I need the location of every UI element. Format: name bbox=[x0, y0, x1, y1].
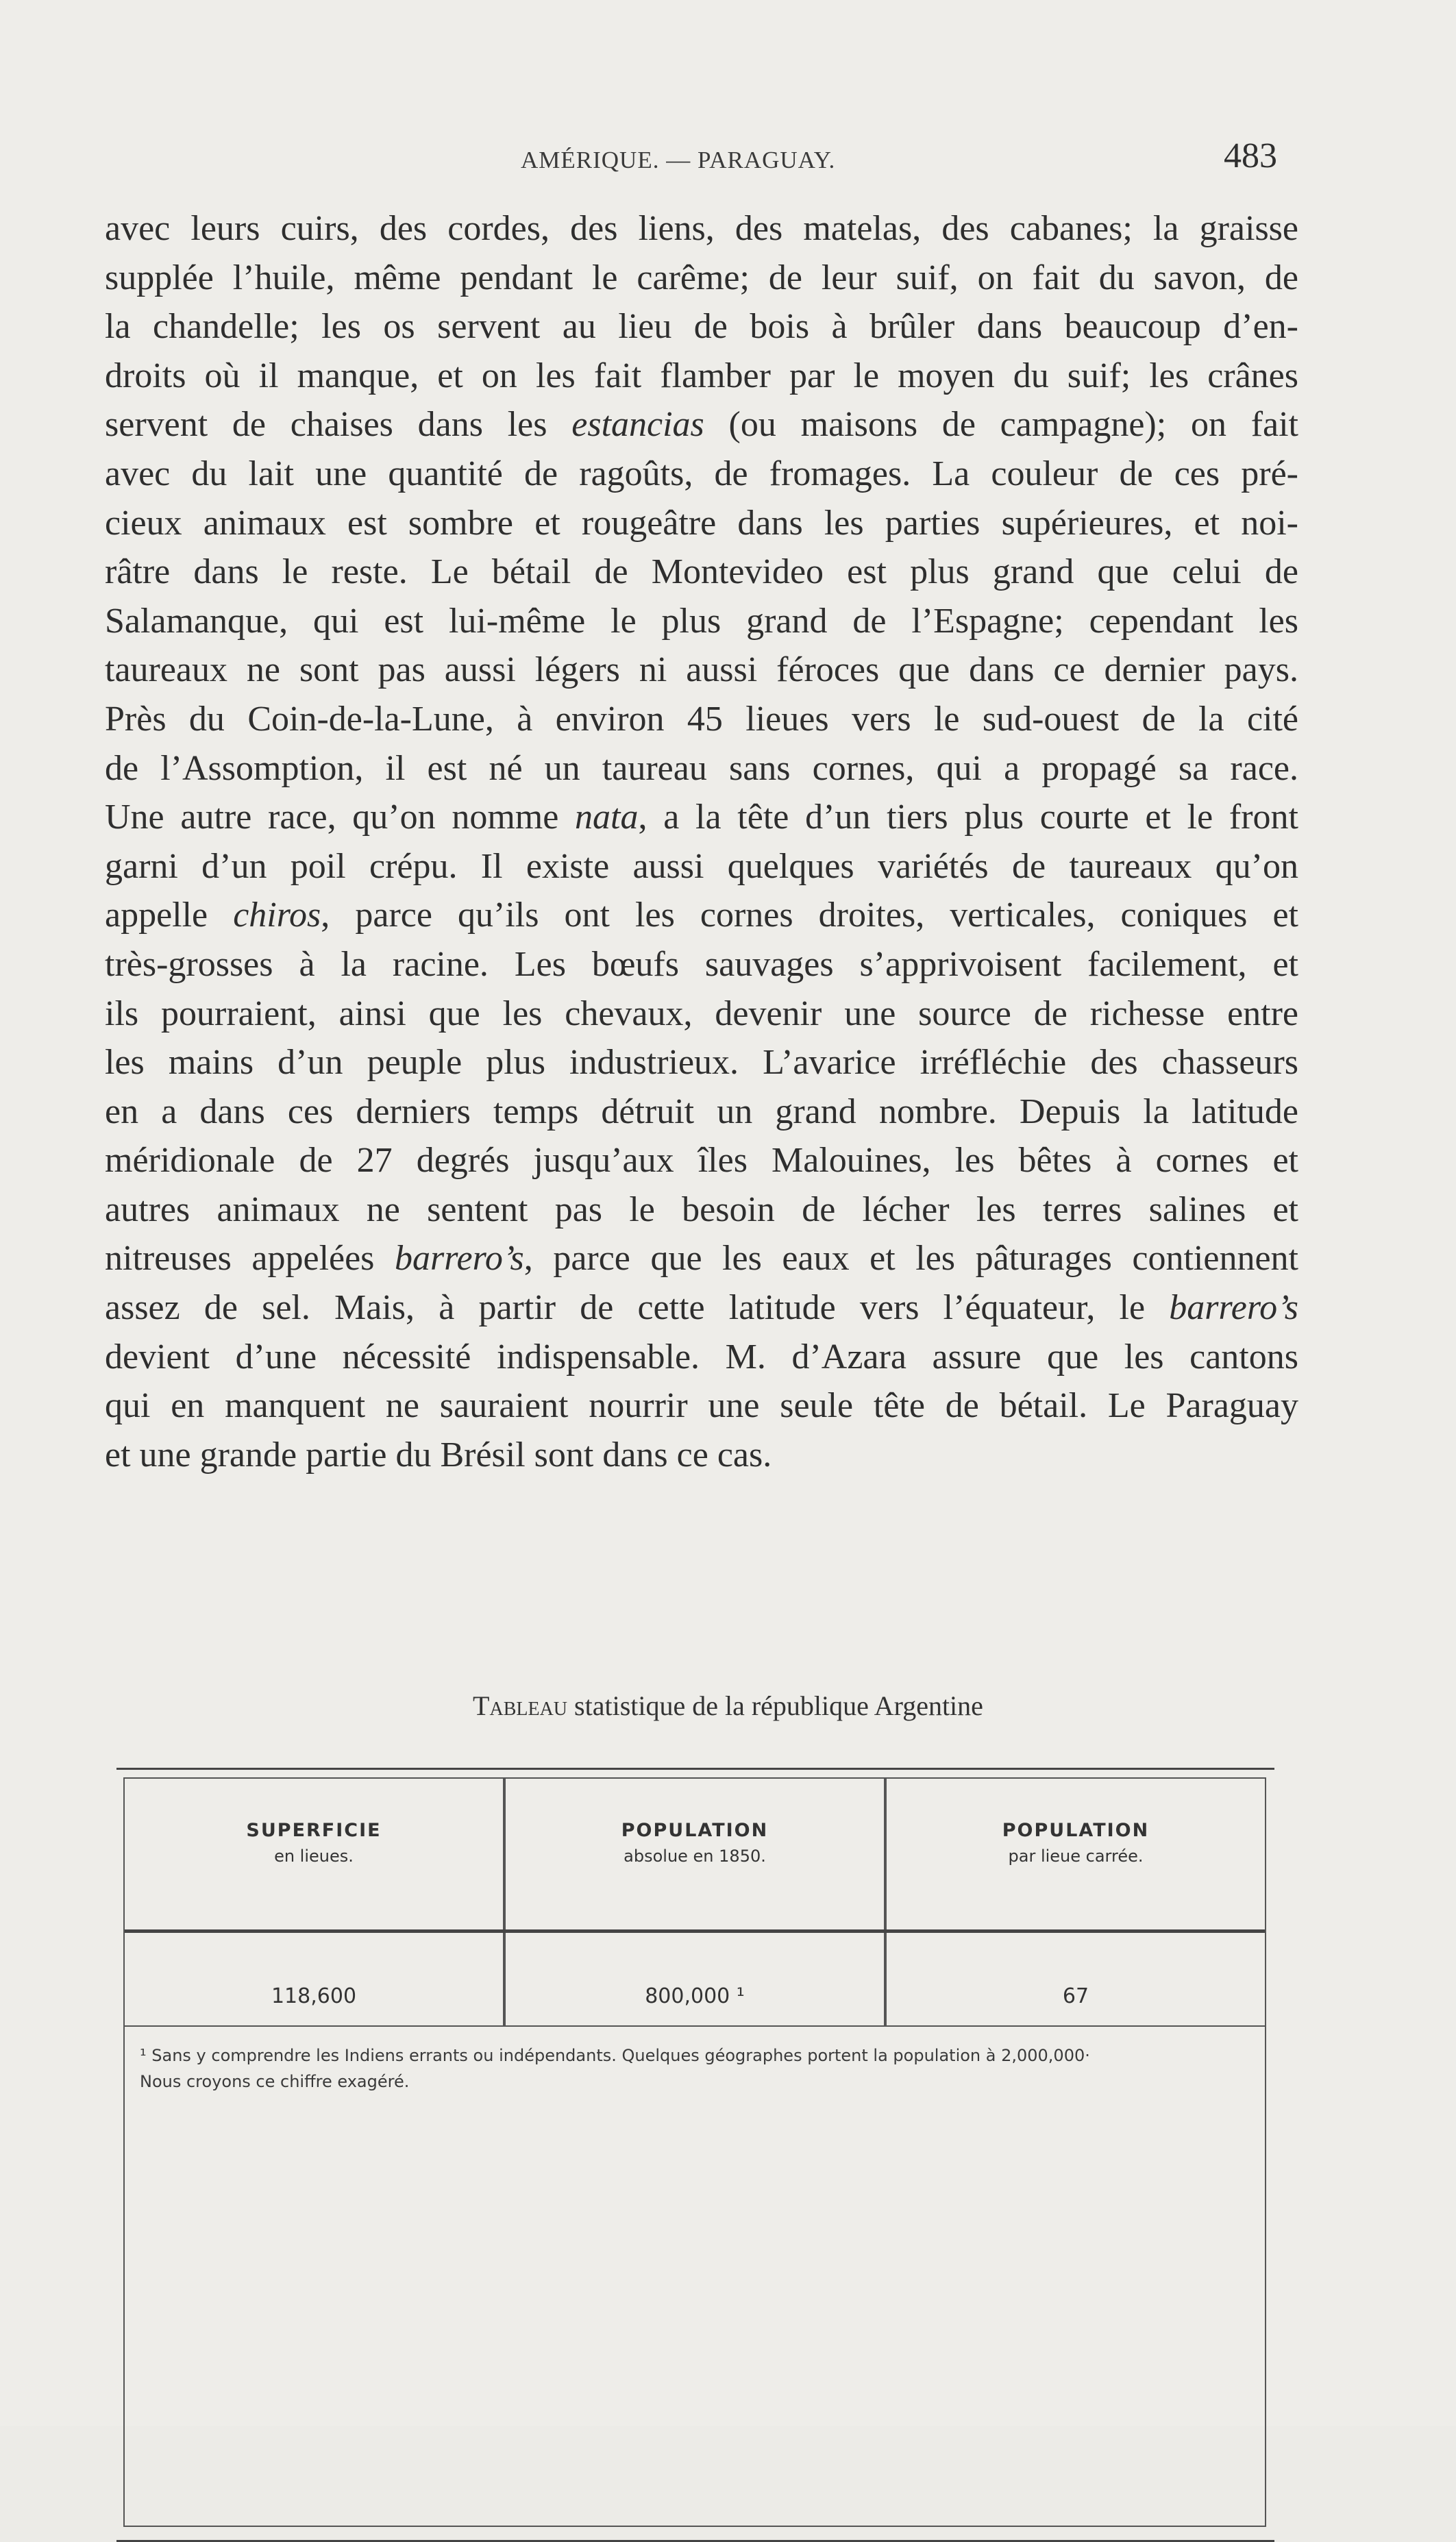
column-header-subtitle: en lieues. bbox=[274, 1847, 354, 1866]
text-line: assez de sel. Mais, à partir de cette latitude vers l’équateur, le barrero’s bbox=[105, 1288, 1298, 1328]
text-line: de l’Assomption, il est né un taureau sans cornes, qui a propagé sa race. bbox=[105, 748, 1298, 788]
text-line: la chandelle; les os servent au lieu de bois à brûler dans beaucoup d’en- bbox=[105, 307, 1298, 347]
column-header-title: POPULATION bbox=[621, 1820, 769, 1841]
text-line: très-grosses à la racine. Les bœufs sauvages s’apprivoisent facilement, et bbox=[105, 944, 1298, 984]
text-line: Salamanque, qui est lui-même le plus grand de l’Espagne; cependant les bbox=[105, 601, 1298, 641]
column-header-superficie bbox=[125, 1779, 503, 1929]
footnote-line: Nous croyons ce chiffre exagéré. bbox=[140, 2072, 410, 2091]
text-line: les mains d’un peuple plus industrieux. L’avarice irréfléchie des chasseurs bbox=[105, 1043, 1298, 1083]
text-line: Une autre race, qu’on nomme nata, a la tête d’un tiers plus courte et le front bbox=[105, 798, 1299, 837]
footnote-line: ¹ Sans y comprendre les Indiens errants ou indépendants. Quelques géographes portent la population à 2,000,000· bbox=[140, 2046, 1090, 2065]
text-line: ils pourraient, ainsi que les chevaux, devenir une source de richesse entre bbox=[105, 994, 1298, 1033]
page-number: 483 bbox=[1224, 136, 1277, 175]
text-line: avec du lait une quantité de ragoûts, de fromages. La couleur de ces pré- bbox=[105, 454, 1298, 493]
text-line: avec leurs cuirs, des cordes, des liens, des matelas, des cabanes; la graisse bbox=[105, 209, 1298, 248]
text-line: servent de chaises dans les estancias (ou maisons de campagne); on fait bbox=[105, 405, 1298, 445]
text-line: taureaux ne sont pas aussi légers ni aussi féroces que dans ce dernier pays. bbox=[105, 650, 1298, 690]
table-cell-superficie: 118,600 bbox=[271, 1984, 357, 2008]
text-line: qui en manquent ne sauraient nourrir une seule tête de bétail. Le Paraguay bbox=[105, 1386, 1298, 1426]
table-cell-population: 800,000 ¹ bbox=[645, 1984, 745, 2008]
table-caption-lead: Tableau bbox=[473, 1690, 568, 1721]
column-header-population-par-lieue bbox=[887, 1779, 1265, 1929]
text-line: et une grande partie du Brésil sont dans ce cas. bbox=[105, 1435, 772, 1474]
text-line: en a dans ces derniers temps détruit un grand nombre. Depuis la latitude bbox=[105, 1091, 1298, 1131]
table-caption bbox=[0, 1690, 1456, 1722]
text-line: cieux animaux est sombre et rougeâtre dans les parties supérieures, et noi- bbox=[105, 503, 1298, 543]
text-line: supplée l’huile, même pendant le carême; de leur suif, on fait du savon, de bbox=[105, 258, 1298, 297]
table-caption-rest: statistique de la république Argentine bbox=[567, 1690, 983, 1721]
column-header-title: POPULATION bbox=[1002, 1820, 1150, 1841]
column-header-title: SUPERFICIE bbox=[246, 1820, 382, 1841]
text-line: autres animaux ne sentent pas le besoin de lécher les terres salines et bbox=[105, 1189, 1298, 1229]
text-line: droits où il manque, et on les fait flamber par le moyen du suif; les crânes bbox=[105, 356, 1298, 395]
table-cell-density: 67 bbox=[1062, 1984, 1089, 2008]
statistics-table bbox=[116, 1768, 1274, 2538]
running-title: AMÉRIQUE. — PARAGUAY. bbox=[521, 147, 836, 173]
body-text bbox=[105, 204, 1298, 1479]
running-head bbox=[0, 136, 1456, 177]
text-line: appelle chiros, parce qu’ils ont les cornes droites, verticales, coniques et bbox=[105, 896, 1298, 935]
column-header-subtitle: par lieue carrée. bbox=[1008, 1847, 1144, 1866]
text-line: méridionale de 27 degrés jusqu’aux îles Malouines, les bêtes à cornes et bbox=[105, 1141, 1298, 1181]
text-line: garni d’un poil crépu. Il existe aussi quelques variétés de taureaux qu’on bbox=[105, 846, 1298, 886]
header-rule bbox=[125, 1929, 1265, 1933]
row-rule bbox=[125, 2025, 1265, 2027]
text-line: râtre dans le reste. Le bétail de Montevideo est plus grand que celui de bbox=[105, 552, 1298, 592]
table-footnote bbox=[140, 2043, 1250, 2095]
column-header-population-absolue bbox=[506, 1779, 884, 1929]
text-line: Près du Coin-de-la-Lune, à environ 45 lieues vers le sud-ouest de la cité bbox=[105, 699, 1298, 739]
text-line: devient d’une nécessité indispensable. M. d’Azara assure que les cantons bbox=[105, 1337, 1298, 1377]
column-header-subtitle: absolue en 1850. bbox=[624, 1847, 766, 1866]
text-line: nitreuses appelées barrero’s, parce que les eaux et les pâturages contiennent bbox=[105, 1239, 1298, 1279]
table-frame bbox=[123, 1777, 1266, 2527]
